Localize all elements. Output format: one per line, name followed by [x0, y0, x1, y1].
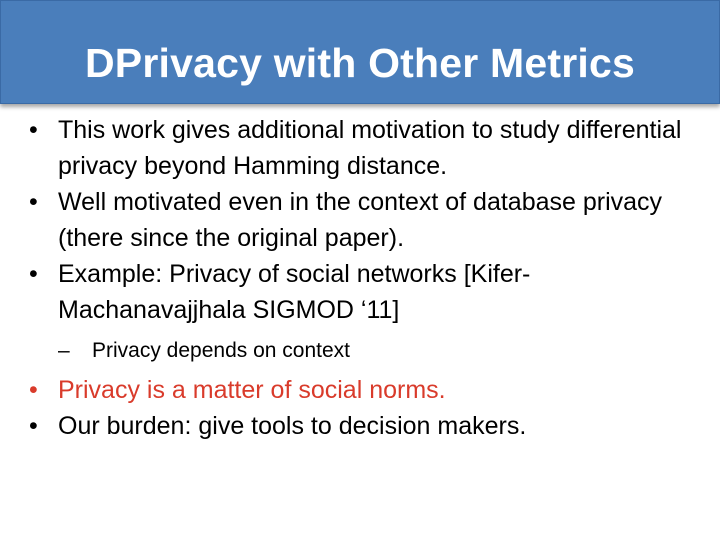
bullet-marker: •	[29, 412, 38, 440]
bullet-marker: •	[29, 116, 38, 144]
bullet-item-2	[28, 184, 698, 256]
bullet-text: Our burden: give tools to decision makers.	[58, 412, 527, 440]
bullet-item-highlight	[28, 372, 698, 408]
bullet-text: This work gives additional motivation to study differential privacy beyond Hamming distance.	[58, 116, 682, 180]
bullet-text: Privacy is a matter of social norms.	[58, 376, 446, 404]
bullet-marker: •	[29, 376, 38, 404]
bullet-marker: •	[29, 188, 38, 216]
bullet-item-3	[28, 256, 698, 328]
bullet-item-1	[28, 112, 698, 184]
slide-title: DPrivacy with Other Metrics	[85, 40, 635, 86]
bullet-text: Well motivated even in the context of database privacy (there since the original paper).	[58, 188, 663, 252]
sub-bullet-text: Privacy depends on context	[92, 339, 350, 362]
bullet-list	[28, 112, 698, 444]
bullet-item-5	[28, 408, 698, 444]
sub-bullet-marker: –	[58, 339, 70, 362]
bullet-marker: •	[29, 260, 38, 288]
sub-bullet-item	[58, 336, 698, 366]
bullet-text: Example: Privacy of social networks [Kifer-Machanavajjhala SIGMOD ‘11]	[58, 260, 531, 324]
